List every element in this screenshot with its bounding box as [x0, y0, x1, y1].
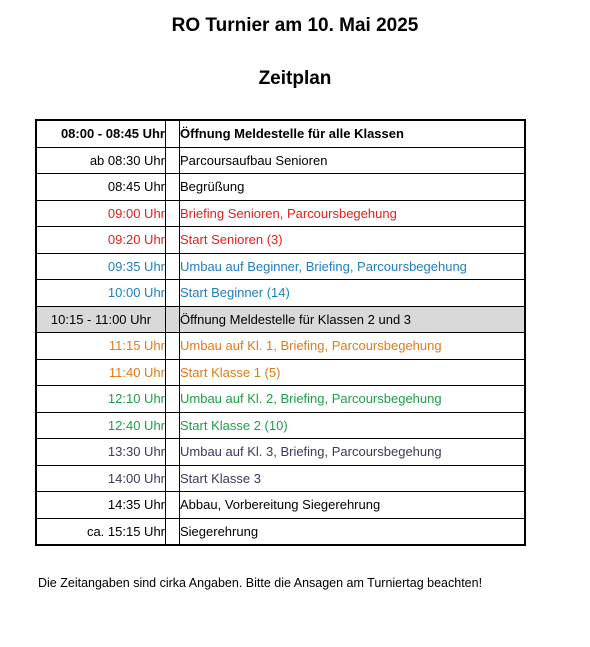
schedule-time: 09:20 Uhr [36, 227, 166, 254]
schedule-spacer-cell [166, 227, 180, 254]
schedule-row [36, 253, 525, 280]
schedule-row [36, 518, 525, 545]
schedule-time: 11:15 Uhr [36, 333, 166, 360]
schedule-spacer-cell [166, 359, 180, 386]
schedule-time: 12:10 Uhr [36, 386, 166, 413]
schedule-row [36, 333, 525, 360]
schedule-event: Öffnung Meldestelle für Klassen 2 und 3 [180, 306, 526, 333]
schedule-time: 09:35 Uhr [36, 253, 166, 280]
schedule-row [36, 386, 525, 413]
schedule-event: Umbau auf Kl. 2, Briefing, Parcoursbegehung [180, 386, 526, 413]
schedule-spacer-cell [166, 439, 180, 466]
schedule-time: 09:00 Uhr [36, 200, 166, 227]
schedule-spacer-cell [166, 306, 180, 333]
schedule-spacer-cell [166, 412, 180, 439]
schedule-time: ab 08:30 Uhr [36, 147, 166, 174]
schedule-event: Umbau auf Kl. 3, Briefing, Parcoursbegehung [180, 439, 526, 466]
schedule-time: 11:40 Uhr [36, 359, 166, 386]
schedule-event: Start Klasse 1 (5) [180, 359, 526, 386]
schedule-spacer-cell [166, 492, 180, 519]
schedule-row [36, 412, 525, 439]
schedule-event: Begrüßung [180, 174, 526, 201]
schedule-spacer-cell [166, 280, 180, 307]
schedule-time: 10:00 Uhr [36, 280, 166, 307]
schedule-row [36, 227, 525, 254]
schedule-row [36, 174, 525, 201]
footer-note: Die Zeitangaben sind cirka Angaben. Bitte die Ansagen am Turniertag beachten! [38, 576, 483, 590]
schedule-row [36, 439, 525, 466]
schedule-spacer-cell [166, 253, 180, 280]
schedule-time: 14:00 Uhr [36, 465, 166, 492]
schedule-event: Start Beginner (14) [180, 280, 526, 307]
schedule-event: Briefing Senioren, Parcoursbegehung [180, 200, 526, 227]
schedule-row [36, 120, 525, 147]
schedule-time: 08:45 Uhr [36, 174, 166, 201]
document-title: RO Turnier am 10. Mai 2025 [171, 15, 419, 36]
schedule-spacer-cell [166, 200, 180, 227]
schedule-table [35, 119, 526, 546]
schedule-event: Umbau auf Kl. 1, Briefing, Parcoursbegehung [180, 333, 526, 360]
schedule-spacer-cell [166, 386, 180, 413]
schedule-heading: Zeitplan [258, 68, 332, 89]
schedule-event: Siegerehrung [180, 518, 526, 545]
schedule-time: ca. 15:15 Uhr [36, 518, 166, 545]
schedule-event: Start Senioren (3) [180, 227, 526, 254]
schedule-event: Öffnung Meldestelle für alle Klassen [180, 120, 526, 147]
schedule-row [36, 306, 525, 333]
schedule-time: 14:35 Uhr [36, 492, 166, 519]
schedule-event: Start Klasse 2 (10) [180, 412, 526, 439]
schedule-spacer-cell [166, 333, 180, 360]
schedule-spacer-cell [166, 465, 180, 492]
schedule-row [36, 492, 525, 519]
schedule-event: Parcoursaufbau Senioren [180, 147, 526, 174]
schedule-spacer-cell [166, 147, 180, 174]
schedule-row [36, 280, 525, 307]
schedule-row [36, 147, 525, 174]
schedule-event: Umbau auf Beginner, Briefing, Parcoursbegehung [180, 253, 526, 280]
schedule-spacer-cell [166, 174, 180, 201]
schedule-row [36, 359, 525, 386]
schedule-event: Start Klasse 3 [180, 465, 526, 492]
schedule-spacer-cell [166, 518, 180, 545]
schedule-spacer-cell [166, 120, 180, 147]
schedule-time: 08:00 - 08:45 Uhr [36, 120, 166, 147]
schedule-row [36, 465, 525, 492]
schedule-time: 13:30 Uhr [36, 439, 166, 466]
schedule-time: 12:40 Uhr [36, 412, 166, 439]
schedule-time: 10:15 - 11:00 Uhr [36, 306, 166, 333]
schedule-event: Abbau, Vorbereitung Siegerehrung [180, 492, 526, 519]
schedule-row [36, 200, 525, 227]
